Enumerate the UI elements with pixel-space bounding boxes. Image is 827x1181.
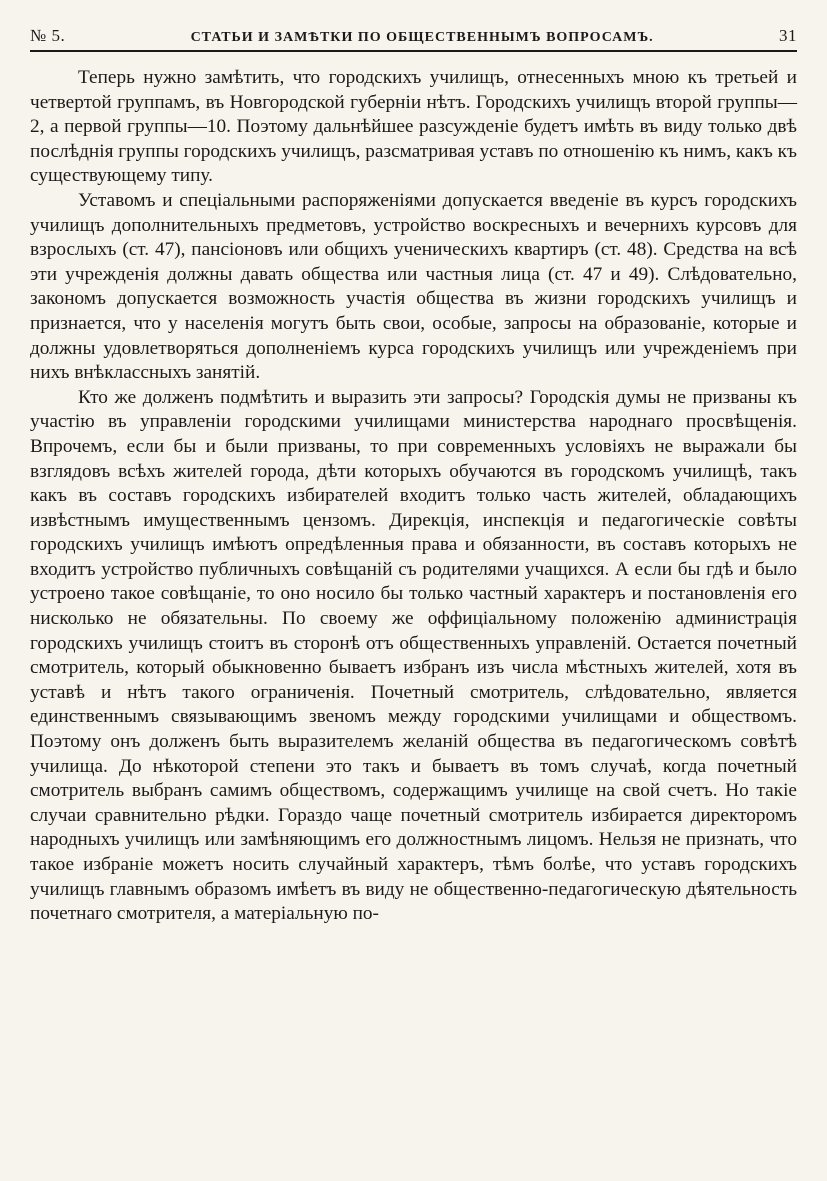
paragraph-2: Уставомъ и спеціальными распоряженіями допускается введеніе въ курсъ городскихъ училищъ дополнительныхъ предметовъ, устройство воскресныхъ и вечернихъ курсовъ для взрослыхъ (ст. 47), пансіоновъ или общихъ ученическихъ квартиръ (ст. 48). Средства на всѣ эти учрежденія должны давать общества или частныя лица (ст. 47 и 49). Слѣдовательно, закономъ допускается возможность участія общества въ жизни городскихъ училищъ и признается, что у населенія могутъ быть свои, особые, запросы на образованіе, которые и должны удовлетворяться дополненіемъ курса городскихъ училищъ или учрежденіемъ при нихъ внѣклассныхъ занятій. [30,189,797,384]
paragraph-3: Кто же долженъ подмѣтить и выразить эти запросы? Городскія думы не призваны къ участію въ управленіи городскими училищами министерства народнаго просвѣщенія. Впрочемъ, если бы и были призваны, то при современныхъ условіяхъ не выражали бы взглядовъ всѣхъ жителей города, дѣти которыхъ обучаются въ городскомъ училищѣ, такъ какъ въ составъ городскихъ избирателей входитъ только часть жителей, обладающихъ извѣстнымъ имущественнымъ цензомъ. Дирекція, инспекція и педагогическіе совѣты городскихъ училищъ имѣютъ опредѣленныя права и обязанности, въ составъ которыхъ не входитъ устройство публичныхъ совѣщаній съ родителями учащихся. А если бы гдѣ и было устроено такое совѣщаніе, то оно носило бы только частный характеръ и постановленія его нисколько не обязательны. По своему же оффиціальному положенію администрація городскихъ училищъ стоитъ въ сторонѣ отъ общественныхъ управленій. Остается почетный смотритель, который обыкновенно бываетъ избранъ изъ числа мѣстныхъ жителей, хотя въ уставѣ и нѣтъ такого ограниченія. Почетный смотритель, слѣдовательно, является единственнымъ связывающимъ звеномъ между городскими училищами и обществомъ. Поэтому онъ долженъ быть выразителемъ желаній общества въ педагогическомъ совѣтѣ училища. До нѣкоторой степени это такъ и бываетъ въ томъ случаѣ, когда почетный смотритель выбранъ самимъ обществомъ, содержащимъ училище на свой счетъ. Но такіе случаи сравнительно рѣдки. Гораздо чаще почетный смотритель избирается директоромъ народныхъ училищъ или замѣняющимъ его должностнымъ лицомъ. Нельзя не признать, что такое избраніе можетъ носить случайный характеръ, тѣмъ болѣе, что уставъ городскихъ училищъ главнымъ образомъ имѣетъ въ виду не общественно-педагогическую дѣятельность почетнаго смотрителя, а матеріальную по- [30,386,797,925]
section-title: СТАТЬИ И ЗАМѢТКИ ПО ОБЩЕСТВЕННЫМЪ ВОПРОСАМЪ. [190,30,654,45]
issue-number: № 5. [30,26,66,45]
running-header [30,26,797,48]
paragraph-1: Теперь нужно замѣтить, что городскихъ училищъ, отнесенныхъ мною къ третьей и четвертой группамъ, въ Новгородской губерніи нѣтъ. Городскихъ училищъ второй группы—2, а первой группы—10. Поэтому дальнѣйшее разсужденіе будетъ имѣть въ виду только двѣ послѣднія группы городскихъ училищъ, разсматривая уставъ по отношенію къ нимъ, какъ къ существующему типу. [30,67,797,187]
header-rule [30,50,797,52]
article-body [30,66,797,927]
page-number: 31 [779,26,797,45]
